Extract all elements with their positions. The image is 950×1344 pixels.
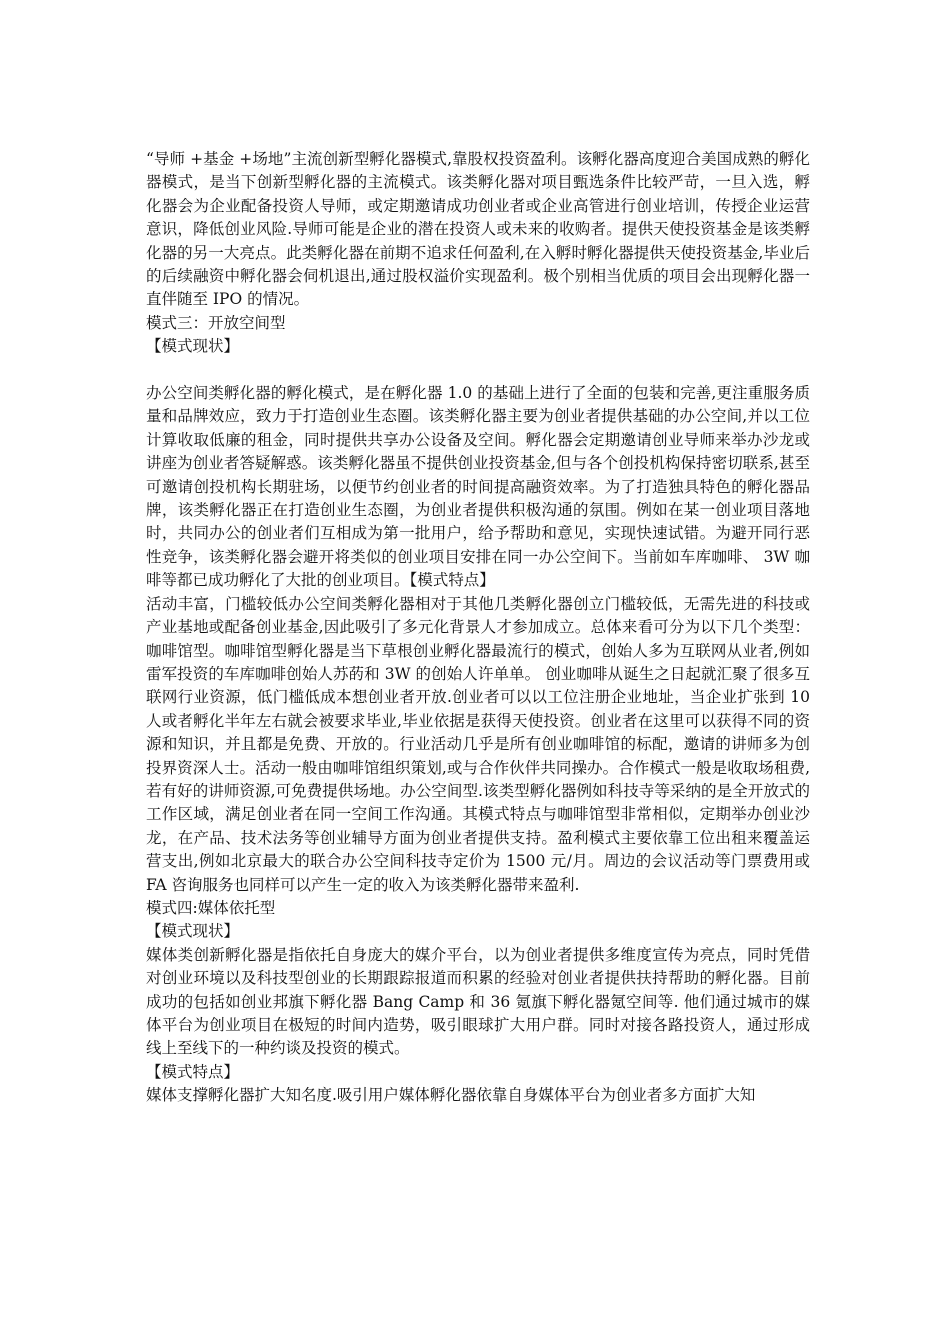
paragraph-mentor-fund-venue: “导师 +基金 +场地”主流创新型孵化器模式,靠股权投资盈利。该孵化器高度迎合美国成熟的孵化器模式，是当下创新型孵化器的主流模式。该类孵化器对项目甄选条件比较严苛，一旦入选，孵化器会为企业配备投资人导师，或定期邀请成功创业者或企业高管进行创业培训，传授企业运营意识，降低创业风险.导师可能是企业的潜在投资人或未来的收购者。提供天使投资基金是该类孵化器的另一大亮点。此类孵化器在前期不追求任何盈利,在入孵时孵化器提供天使投资基金,毕业后的后续融资中孵化器会伺机退出,通过股权溢价实现盈利。极个别相当优质的项目会出现孵化器一直伴随至 IPO 的情况。 — [146, 150, 810, 309]
subheading-mode-status: 【模式现状】 — [146, 337, 240, 356]
heading-mode-three: 模式三：开放空间型 — [146, 313, 286, 332]
paragraph-office-space-model: 办公空间类孵化器的孵化模式，是在孵化器 1.0 的基础上进行了全面的包装和完善,更注重服务质量和品牌效应，致力于打造创业生态圈。该类孵化器主要为创业者提供基础的办公空间,并以工位计算收取低廉的租金，同时提供共享办公设备及空间。孵化器会定期邀请创业导师来举办沙龙或讲座为创业者答疑解惑。该类孵化器虽不提供创业投资基金,但与各个创投机构保持密切联系,甚至可邀请创投机构长期驻场，以便节约创业者的时间提高融资效率。为了打造独具特色的孵化器品牌，该类孵化器正在打造创业生态圈，为创业者提供积极沟通的氛围。例如在某一创业项目落地时，共同办公的创业者们互相成为第一批用户，给予帮助和意见，实现快速试错。为避开同行恶性竞争，该类孵化器会避开将类似的创业项目安排在同一办公空间下。当前如车库咖啡、 3W 咖啡等都已成功孵化了大批的创业项目。【模式特点】 — [146, 384, 810, 590]
document-body — [146, 148, 810, 1108]
paragraph-media-features: 媒体支撑孵化器扩大知名度.吸引用户媒体孵化器依靠自身媒体平台为创业者多方面扩大知 — [146, 1086, 756, 1105]
heading-mode-four: 模式四:媒体依托型 — [146, 898, 276, 917]
subheading-mode-features: 【模式特点】 — [146, 1062, 240, 1081]
blank-line — [146, 359, 810, 382]
paragraph-office-space-features: 活动丰富，门槛较低办公空间类孵化器相对于其他几类孵化器创立门槛较低，无需先进的科技或产业基地或配备创业基金,因此吸引了多元化背景人才参加成立。总体来看可分为以下几个类型：咖啡馆型。咖啡馆型孵化器是当下草根创业孵化器最流行的模式，创始人多为互联网从业者,例如雷军投资的车库咖啡创始人苏菂和 3W 的创始人许单单。 创业咖啡从诞生之日起就汇聚了很多互联网行业资源，低门槛低成本想创业者开放.创业者可以以工位注册企业地址，当企业扩张到 10 人或者孵化半年左右就会被要求毕业,毕业依据是获得天使投资。创业者在这里可以获得不同的资源和知识，并且都是免费、开放的。行业活动几乎是所有创业咖啡馆的标配，邀请的讲师多为创投界资深人士。活动一般由咖啡馆组织策划,或与合作伙伴共同操办。合作模式一般是收取场租费,若有好的讲师资源,可免费提供场地。办公空间型.该类型孵化器例如科技寺等采纳的是全开放式的工作区域，满足创业者在同一空间工作沟通。其模式特点与咖啡馆型非常相似，定期举办创业沙龙，在产品、技术法务等创业辅导方面为创业者提供支持。盈利模式主要依靠工位出租来覆盖运营支出,例如北京最大的联合办公空间科技寺定价为 1500 元/月。周边的会议活动等门票费用或 FA 咨询服务也同样可以产生一定的收入为该类孵化器带来盈利. — [146, 594, 810, 894]
paragraph-media-model: 媒体类创新孵化器是指依托自身庞大的媒介平台，以为创业者提供多维度宣传为亮点，同时凭借对创业环境以及科技型创业的长期跟踪报道而积累的经验对创业者提供扶持帮助的孵化器。目前成功的包括如创业邦旗下孵化器 Bang Camp 和 36 氪旗下孵化器氪空间等. 他们通过城市的媒体平台为创业项目在极短的时间内造势，吸引眼球扩大用户群。同时对接各路投资人，通过形成线上至线下的一种约谈及投资的模式。 — [146, 945, 810, 1058]
subheading-mode-status: 【模式现状】 — [146, 922, 240, 941]
